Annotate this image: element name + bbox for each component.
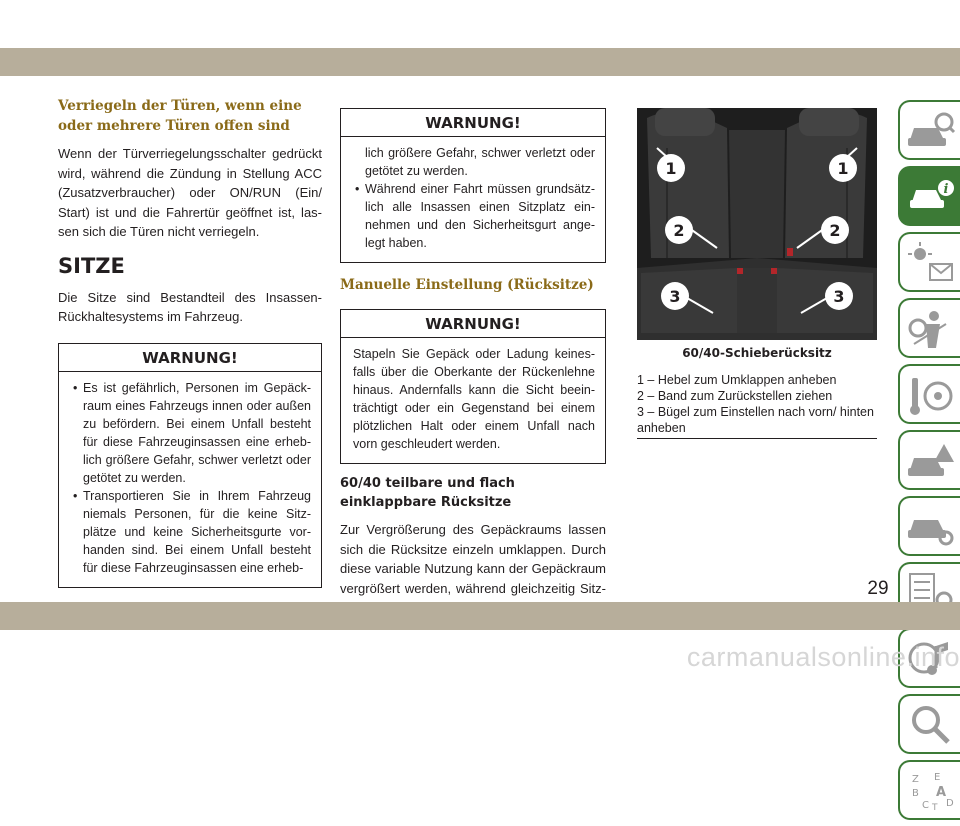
section-subheading: Manuelle Einstellung (Rücksitze) [340, 277, 594, 293]
warning-text: Stapeln Sie Gepäck oder Ladung keines- falls über die Oberkante der Rückenlehne hinaus. Andernfalls kann die Sicht beein- trächtigt oder ein Gegenstand bei einem plötzlichen Halt oder einem Unfall nach vorn geschleudert werden. [353, 347, 595, 451]
key-steering-icon [906, 374, 956, 416]
callout-2-right [821, 216, 849, 244]
svg-text:B: B [912, 788, 919, 799]
bottom-band [0, 602, 960, 630]
svg-text:i: i [943, 182, 949, 197]
svg-text:T: T [932, 803, 938, 812]
svg-text:1: 1 [837, 159, 849, 178]
car-magnifier-icon [906, 110, 956, 152]
rear-seat-photo [637, 108, 877, 340]
body-paragraph: Zur Vergrößerung des Gepäckraums lassen sich die Rücksitze einzeln umklappen. Durch diese variable Nutzung kann der Gepäckraum vergrößert werden, während gleichzeitig Sitz- [340, 522, 606, 596]
tab-warning-lights[interactable] [898, 232, 960, 292]
warning-item: • Während einer Fahrt müssen grundsätz- lich alle Insassen einen Sitzplatz ein- nehmen und den Sicherheitsgurt ange- legt haben. [355, 182, 595, 250]
alphabet-index-icon [906, 770, 956, 812]
callout-3-right [825, 282, 853, 310]
callout-1-right [829, 154, 857, 182]
svg-text:2: 2 [673, 221, 685, 240]
warning-title: WARNUNG! [59, 344, 321, 372]
legend-item: 3 – Bügel zum Einstellen nach vorn/ hinten anheben [637, 405, 874, 435]
body-paragraph: Die Sitze sind Bestandteil des Insassen- Rückhaltesystems im Fahrzeug. [58, 289, 322, 324]
warning-box [58, 343, 322, 588]
svg-text:A: A [936, 785, 947, 800]
tab-key-steering[interactable] [898, 364, 960, 424]
car-service-icon [906, 506, 956, 548]
tab-car-magnifier[interactable] [898, 100, 960, 160]
figure-legend [637, 372, 877, 436]
svg-text:D: D [946, 798, 954, 809]
car-info-icon [906, 176, 956, 218]
svg-text:1: 1 [665, 159, 677, 178]
callout-3-left [661, 282, 689, 310]
column-1 [58, 96, 322, 598]
section-subheading: Verriegeln der Türen, wenn eine oder mehrere Türen offen sind [58, 98, 302, 134]
svg-text:3: 3 [833, 287, 845, 306]
callout-2-left [665, 216, 693, 244]
tab-airbag-person[interactable] [898, 298, 960, 358]
page-number: 29 [867, 578, 889, 599]
warning-title: WARNUNG! [341, 109, 605, 137]
body-paragraph: Wenn der Türverriegelungsschalter gedrückt wird, während die Zündung in Stellung ACC (Zusatzverbraucher) oder ON/RUN (Ein/ Start) ist und die Fahrertür geöffnet ist, las- sen sich die Türen nicht verriegeln. [58, 146, 322, 239]
column-2 [340, 108, 606, 628]
svg-text:3: 3 [669, 287, 681, 306]
callout-1-left [657, 154, 685, 182]
tab-car-warning-triangle[interactable] [898, 430, 960, 490]
warning-item: • Transportieren Sie in Ihrem Fahrzeug niemals Personen, für die keine Sitz- plätze und keine Sicherheitsgurte vor- handen sind. Bei einem Unfall besteht für diese Fahrzeuginsassen eine erheb- [73, 488, 311, 575]
warning-item: • Es ist gefährlich, Personen im Gepäck- raum eines Fahrzeugs innen oder außen zu befördern. Bei einem Unfall besteht für diese Fahrzeuginsassen eine erheb- lich größere Gefahr, schwer verletzt oder getötet zu werden. [73, 380, 311, 485]
tab-car-info[interactable] [898, 166, 960, 226]
svg-text:C: C [922, 800, 929, 811]
section-heading: SITZE [58, 253, 125, 278]
watermark: carmanualsonline.info [686, 642, 960, 672]
legend-item: 1 – Hebel zum Umklappen anheben [637, 373, 837, 387]
top-band [0, 48, 960, 76]
search-magnifier-icon [906, 704, 956, 746]
subsection-heading: 60/40 teilbare und flach einklappbare Rücksitze [340, 476, 515, 510]
airbag-person-icon [906, 308, 956, 350]
chapter-tabs [898, 100, 960, 826]
figure-caption: 60/40-Schieberücksitz [682, 346, 832, 360]
svg-text:2: 2 [829, 221, 841, 240]
svg-text:Z: Z [912, 774, 919, 785]
warning-lights-icon [906, 242, 956, 284]
legend-rule [637, 438, 877, 439]
warning-box [340, 108, 606, 263]
tab-search[interactable] [898, 694, 960, 754]
legend-item: 2 – Band zum Zurückstellen ziehen [637, 389, 833, 403]
warning-box [340, 309, 606, 464]
tab-car-service[interactable] [898, 496, 960, 556]
warning-title: WARNUNG! [341, 310, 605, 338]
car-warning-triangle-icon [906, 440, 956, 482]
svg-text:E: E [934, 772, 941, 783]
tab-alphabet-index[interactable] [898, 760, 960, 820]
warning-continued-text: lich größere Gefahr, schwer verletzt oder getötet zu werden. [365, 146, 595, 178]
